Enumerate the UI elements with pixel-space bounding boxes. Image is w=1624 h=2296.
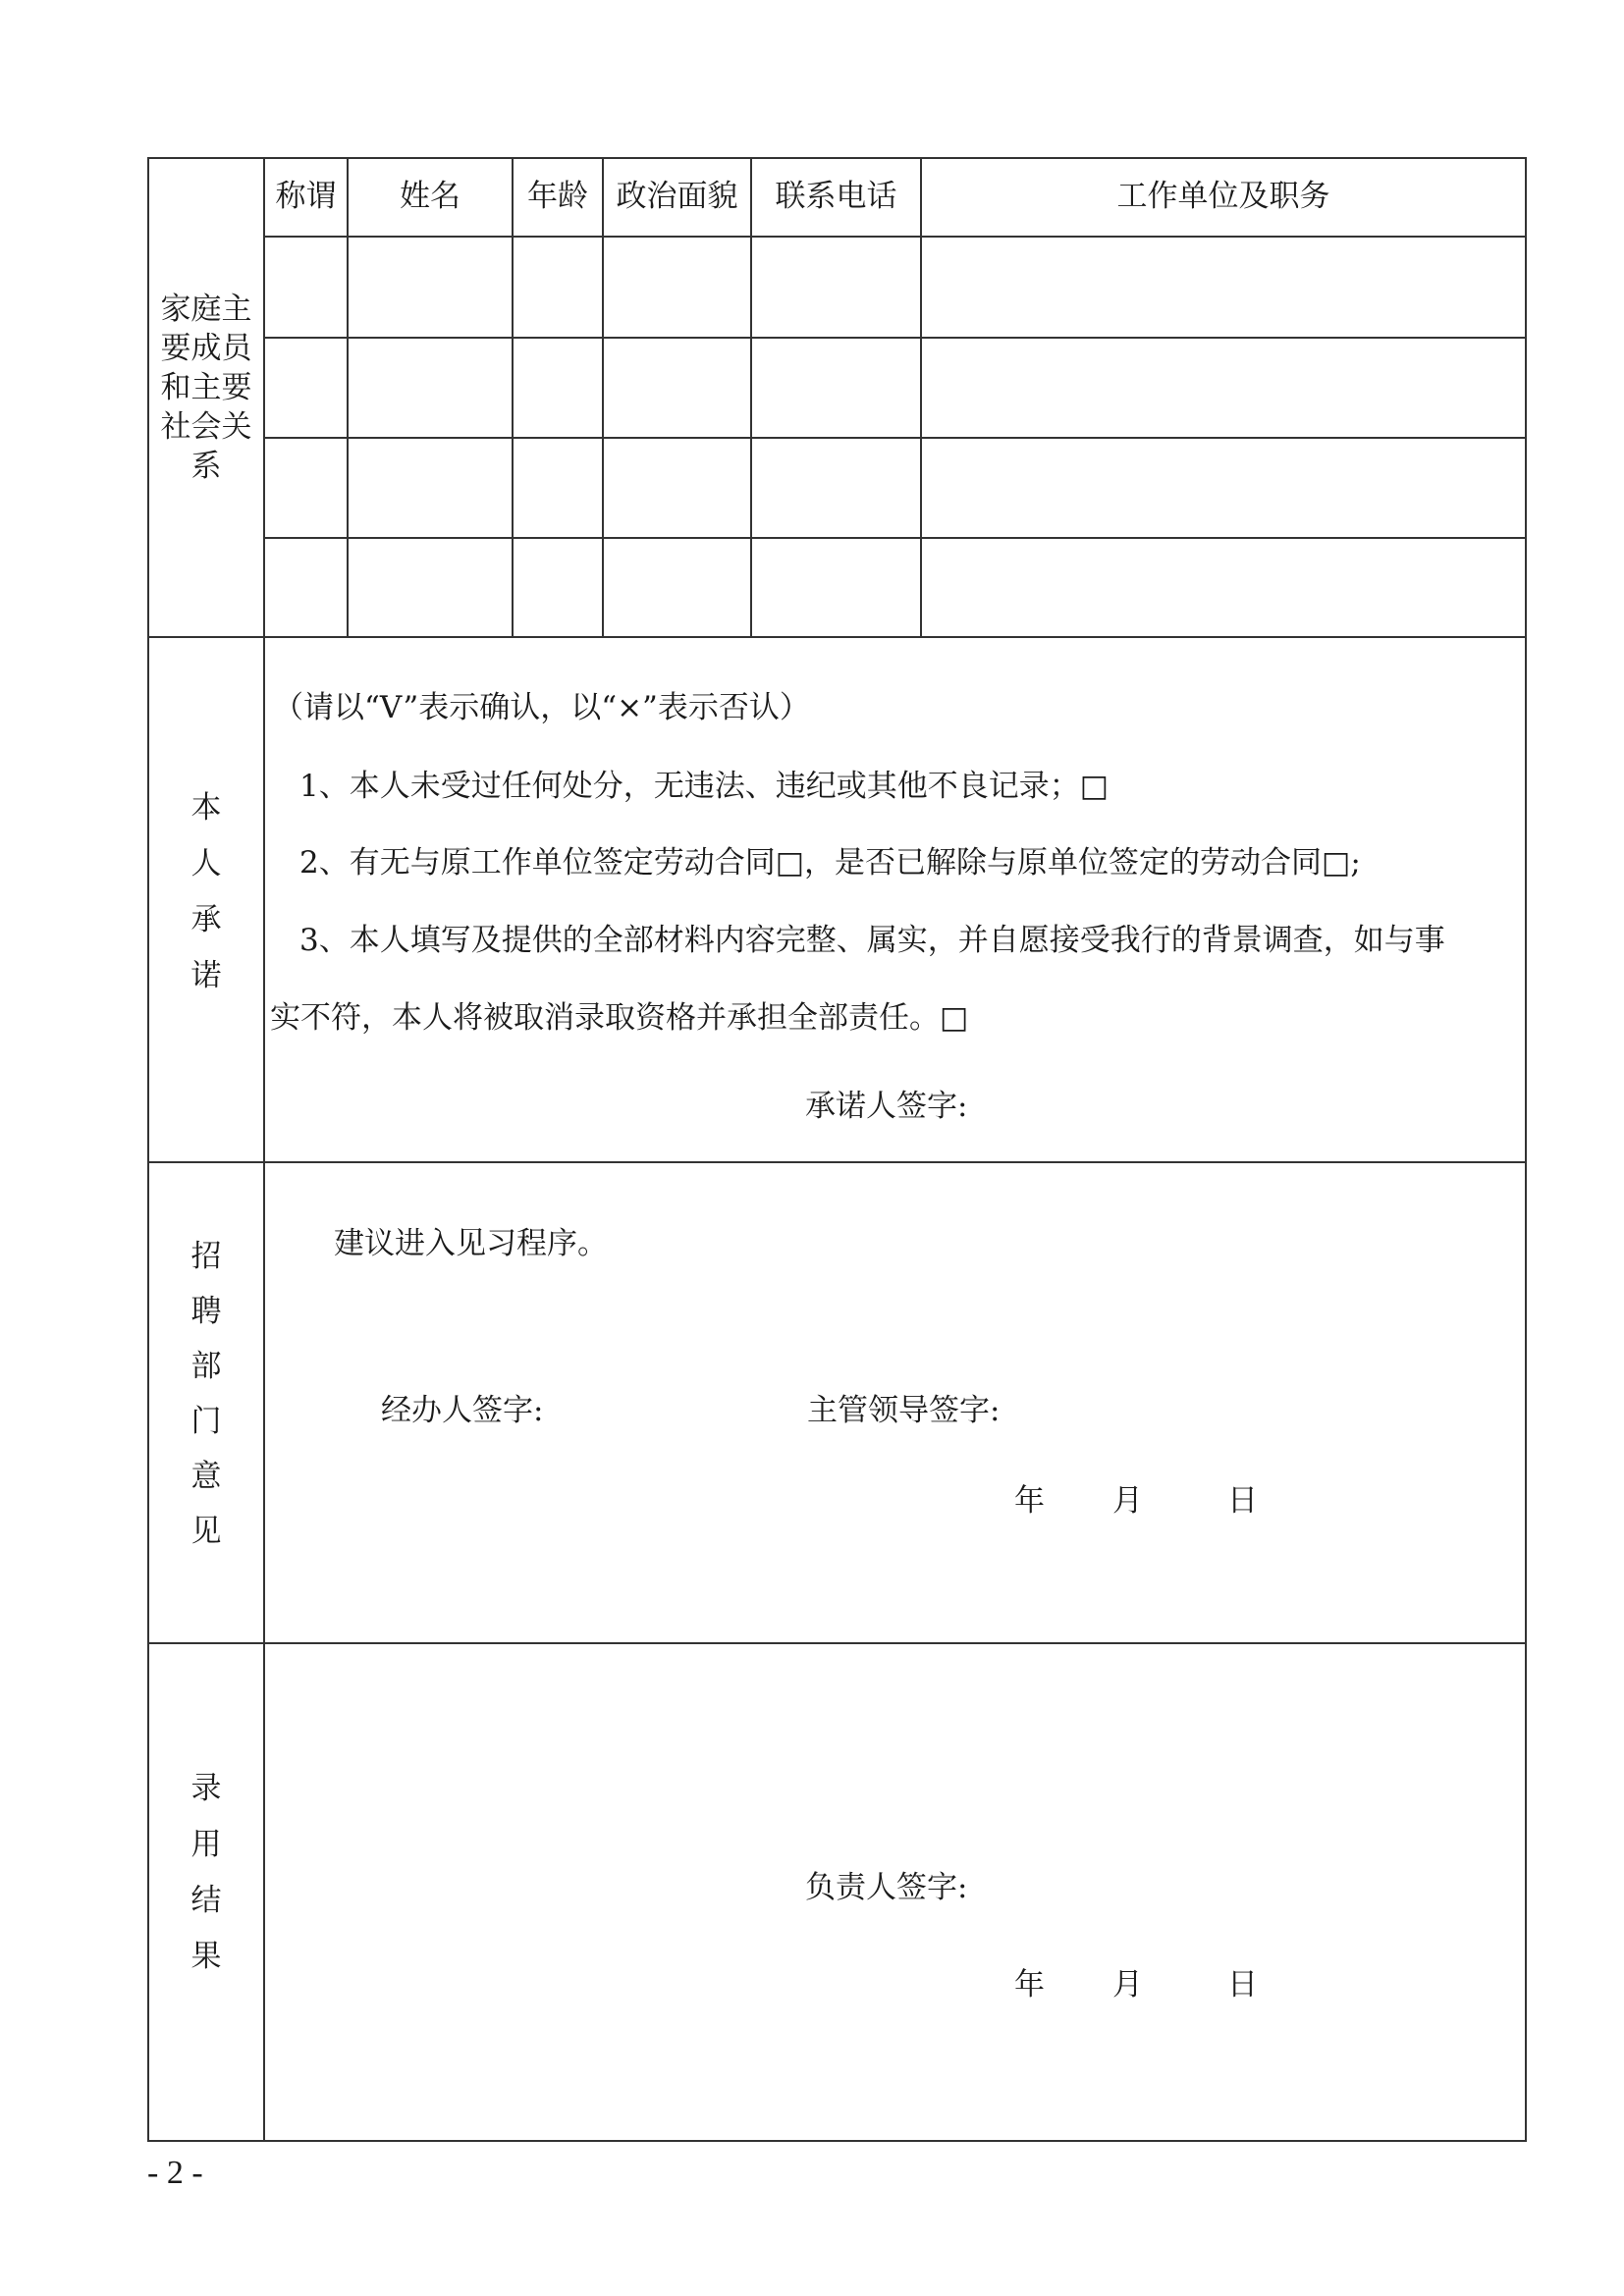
column-header-age: 年龄 bbox=[527, 179, 588, 214]
label-char: 门 bbox=[190, 1404, 222, 1439]
commitment-item-2-text-c: ; bbox=[1350, 845, 1361, 881]
label-char: 用 bbox=[190, 1827, 222, 1862]
label-line: 社会关 bbox=[160, 409, 252, 445]
label-char: 招 bbox=[190, 1239, 222, 1274]
column-header-political-status: 政治面貌 bbox=[616, 179, 738, 214]
label-line: 家庭主 bbox=[160, 292, 252, 327]
section-divider bbox=[147, 636, 1527, 638]
column-header-work-unit: 工作单位及职务 bbox=[1116, 179, 1330, 214]
section-divider bbox=[147, 1642, 1527, 1644]
label-char: 录 bbox=[190, 1771, 222, 1806]
table-row[interactable] bbox=[265, 339, 1525, 437]
label-line: 系 bbox=[190, 449, 222, 484]
commitment-item-2 bbox=[299, 845, 1361, 881]
commitment-signature-field[interactable] bbox=[992, 1080, 1384, 1129]
label-char: 本 bbox=[190, 790, 222, 826]
column-header-name: 姓名 bbox=[400, 179, 460, 214]
label-char: 结 bbox=[190, 1883, 222, 1918]
date-month-label: 月 bbox=[1112, 1483, 1143, 1519]
table-row[interactable] bbox=[265, 238, 1525, 337]
date-year-label: 年 bbox=[1014, 1483, 1045, 1519]
date-year-label: 年 bbox=[1014, 1967, 1045, 2002]
family-section-label bbox=[149, 290, 263, 486]
confirm-checkbox[interactable]: □ bbox=[1322, 845, 1351, 881]
result-section-label bbox=[149, 1761, 263, 1985]
label-char: 果 bbox=[190, 1939, 222, 1974]
date-day-label: 日 bbox=[1227, 1967, 1258, 2002]
label-char: 聘 bbox=[190, 1294, 222, 1329]
department-section-label bbox=[149, 1229, 263, 1559]
label-char: 意 bbox=[190, 1459, 222, 1494]
commitment-item-3-text: 实不符，本人将被取消录取资格并承担全部责任。 bbox=[270, 1000, 940, 1036]
responsible-signature-field[interactable] bbox=[992, 1861, 1384, 1910]
column-header-relation: 称谓 bbox=[275, 179, 337, 214]
column-header-phone: 联系电话 bbox=[775, 179, 897, 214]
page-number: - 2 - bbox=[147, 2155, 203, 2191]
table-right-border bbox=[1525, 157, 1527, 2142]
commitment-item-1-text: 1、本人未受过任何处分，无违法、违纪或其他不良记录； bbox=[299, 769, 1080, 804]
commitment-signature-label: 承诺人签字: bbox=[805, 1089, 968, 1124]
handler-signature-field[interactable] bbox=[550, 1384, 785, 1433]
department-opinion: 建议进入见习程序。 bbox=[334, 1226, 608, 1261]
leader-signature-field[interactable] bbox=[1021, 1384, 1394, 1433]
label-char: 见 bbox=[190, 1514, 222, 1549]
commitment-item-1 bbox=[299, 769, 1110, 804]
commitment-item-3-line-2 bbox=[270, 1000, 969, 1036]
confirm-checkbox[interactable]: □ bbox=[1079, 769, 1110, 804]
commitment-item-3-line-1: 3、本人填写及提供的全部材料内容完整、属实，并自愿接受我行的背景调查，如与事 bbox=[299, 923, 1445, 958]
label-char: 部 bbox=[190, 1349, 222, 1384]
label-line: 和主要 bbox=[160, 370, 252, 405]
leader-signature-label: 主管领导签字: bbox=[807, 1393, 1001, 1428]
table-row[interactable] bbox=[265, 439, 1525, 537]
section-divider bbox=[147, 1161, 1527, 1163]
handler-signature-label: 经办人签字: bbox=[381, 1393, 544, 1428]
table-bottom-border bbox=[147, 2140, 1527, 2142]
responsible-signature-label: 负责人签字: bbox=[805, 1870, 968, 1905]
confirm-checkbox[interactable]: □ bbox=[775, 845, 805, 881]
label-char: 人 bbox=[190, 846, 222, 881]
label-char: 诺 bbox=[190, 958, 222, 993]
label-char: 承 bbox=[190, 902, 222, 937]
commitment-item-2-text-b: ，是否已解除与原单位签定的劳动合同 bbox=[804, 845, 1323, 881]
commitment-instruction: （请以“V”表示确认，以“×”表示否认） bbox=[273, 690, 810, 725]
date-month-label: 月 bbox=[1112, 1967, 1143, 2002]
commitment-section-label bbox=[149, 780, 263, 1004]
date-day-label: 日 bbox=[1227, 1483, 1258, 1519]
commitment-item-2-text-a: 2、有无与原工作单位签定劳动合同 bbox=[299, 845, 776, 881]
confirm-checkbox[interactable]: □ bbox=[940, 1000, 969, 1036]
label-line: 要成员 bbox=[160, 331, 252, 366]
table-row[interactable] bbox=[265, 539, 1525, 636]
